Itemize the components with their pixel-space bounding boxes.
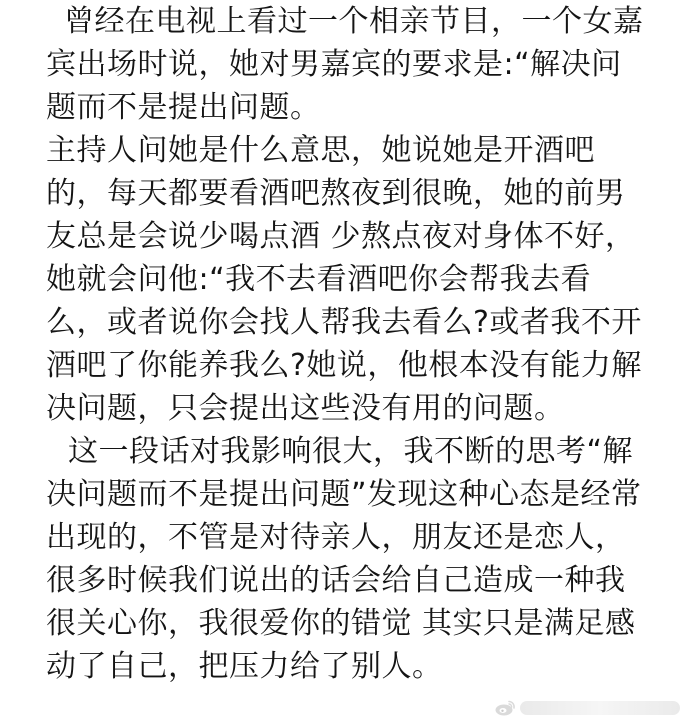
text-line-9: 酒吧了你能养我么?她说，他根本没有能力解 bbox=[46, 348, 642, 383]
text-line-16: 动了自己，把压力给了别人。 bbox=[46, 649, 443, 684]
text-line-11: 这一段话对我影响很大，我不断的思考“解 bbox=[68, 434, 634, 469]
text-line-7: 她就会问他:“我不去看酒吧你会帮我去看 bbox=[46, 262, 592, 297]
text-line-13: 出现的，不管是对待亲人，朋友还是恋人， bbox=[46, 520, 626, 555]
text-line-6: 友总是会说少喝点酒 少熬点夜对身体不好， bbox=[46, 219, 636, 254]
text-line-3: 题而不是提出问题。 bbox=[46, 90, 321, 125]
text-line-1: 曾经在电视上看过一个相亲节目，一个女嘉 bbox=[64, 4, 644, 39]
text-line-15: 很关心你，我很爱你的错觉 其实只是满足感 bbox=[46, 606, 636, 641]
watermark bbox=[494, 699, 680, 717]
text-line-10: 决问题，只会提出这些没有用的问题。 bbox=[46, 391, 565, 426]
text-line-5: 的，每天都要看酒吧熬夜到很晚，她的前男 bbox=[46, 176, 626, 211]
weibo-logo-icon bbox=[494, 699, 516, 717]
text-line-12: 决问题而不是提出问题”发现这种心态是经常 bbox=[46, 477, 642, 512]
text-line-4: 主持人问她是什么意思，她说她是开酒吧 bbox=[46, 133, 595, 168]
watermark-blur bbox=[520, 701, 680, 715]
text-line-2: 宾出场时说，她对男嘉宾的要求是:“解决问 bbox=[46, 47, 622, 82]
text-line-14: 很多时候我们说出的话会给自己造成一种我 bbox=[46, 563, 626, 598]
text-line-8: 么，或者说你会找人帮我去看么?或者我不开 bbox=[46, 305, 642, 340]
